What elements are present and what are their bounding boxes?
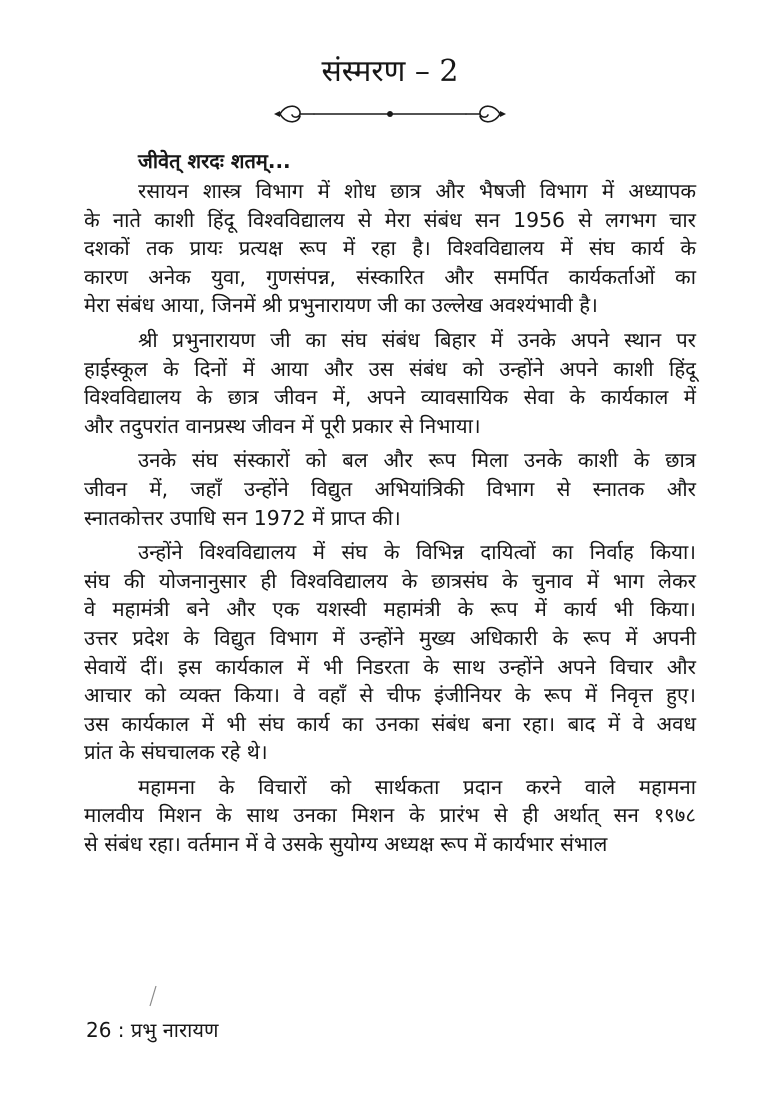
section-subtitle: जीवेत् शरदः शतम्... <box>138 149 291 173</box>
text-line: मेरा संबंध आया, जिनमें श्री प्रभुनारायण जी का उल्लेख अवश्यंभावी है। <box>84 293 598 318</box>
text-line: जीवन में, जहाँ उन्होंने विद्युत अभियांत्रिकी विभाग से स्नातक और <box>84 476 696 501</box>
text-line: उत्तर प्रदेश के विद्युत विभाग में उन्होंने मुख्य अधिकारी के रूप में अपनी <box>84 625 696 650</box>
text-line: उन्होंने विश्वविद्यालय में संघ के विभिन्न दायित्वों का निर्वाह किया। <box>138 540 696 565</box>
body-text <box>84 177 696 865</box>
text-line: संघ की योजनानुसार ही विश्वविद्यालय के छात्रसंघ के चुनाव में भाग लेकर <box>84 568 696 593</box>
text-line: कारण अनेक युवा, गुणसंपन्न, संस्कारित और समर्पित कार्यकर्ताओं का <box>84 264 696 289</box>
page-footer: 26 : प्रभु नारायण <box>86 1018 219 1042</box>
text-line: के नाते काशी हिंदू विश्वविद्यालय से मेरा संबंध सन 1956 से लगभग चार <box>84 207 696 232</box>
text-line: हाईस्कूल के दिनों में आया और उस संबंध को उन्होंने अपने काशी हिंदू <box>84 356 696 381</box>
text-line: दशकों तक प्रायः प्रत्यक्ष रूप में रहा है। विश्वविद्यालय में संघ कार्य के <box>84 236 696 261</box>
paragraph <box>84 326 696 440</box>
text-line: स्नातकोत्तर उपाधि सन 1972 में प्राप्त की। <box>84 505 401 530</box>
text-line: उस कार्यकाल में भी संघ कार्य का उनका संबंध बना रहा। बाद में वे अवध <box>84 711 696 736</box>
text-line: विश्वविद्यालय के छात्र जीवन में, अपने व्यावसायिक सेवा के कार्यकाल में <box>84 385 696 410</box>
ornamental-divider-icon <box>272 100 508 128</box>
paragraph <box>84 177 696 320</box>
text-line: से संबंध रहा। वर्तमान में वे उसके सुयोग्य अध्यक्ष रूप में कार्यभार संभाल <box>84 832 608 857</box>
paragraph <box>84 773 696 859</box>
text-line: आचार को व्यक्त किया। वे वहाँ से चीफ इंजीनियर के रूप में निवृत्त हुए। <box>84 683 696 708</box>
text-line: और तदुपरांत वानप्रस्थ जीवन में पूरी प्रकार से निभाया। <box>84 413 481 438</box>
text-line: उनके संघ संस्कारों को बल और रूप मिला उनके काशी के छात्र <box>138 448 696 473</box>
stray-pen-mark-icon <box>148 985 158 1007</box>
text-line: महामना के विचारों को सार्थकता प्रदान करने वाले महामना <box>138 774 696 799</box>
chapter-title: संस्मरण – 2 <box>321 54 459 89</box>
text-line: वे महामंत्री बने और एक यशस्वी महामंत्री के रूप में कार्य भी किया। <box>84 597 696 622</box>
text-line: श्री प्रभुनारायण जी का संघ संबंध बिहार में उनके अपने स्थान पर <box>138 327 696 352</box>
text-line: रसायन शास्त्र विभाग में शोध छात्र और भैषजी विभाग में अध्यापक <box>138 179 696 203</box>
paragraph <box>84 446 696 532</box>
text-line: मालवीय मिशन के साथ उनका मिशन के प्रारंभ से ही अर्थात् सन १९७८ <box>84 803 696 828</box>
text-line: सेवायें दीं। इस कार्यकाल में भी निडरता के साथ उन्होंने अपने विचार और <box>84 654 696 679</box>
text-line: प्रांत के संघचालक रहे थे। <box>84 740 268 765</box>
paragraph <box>84 538 696 767</box>
